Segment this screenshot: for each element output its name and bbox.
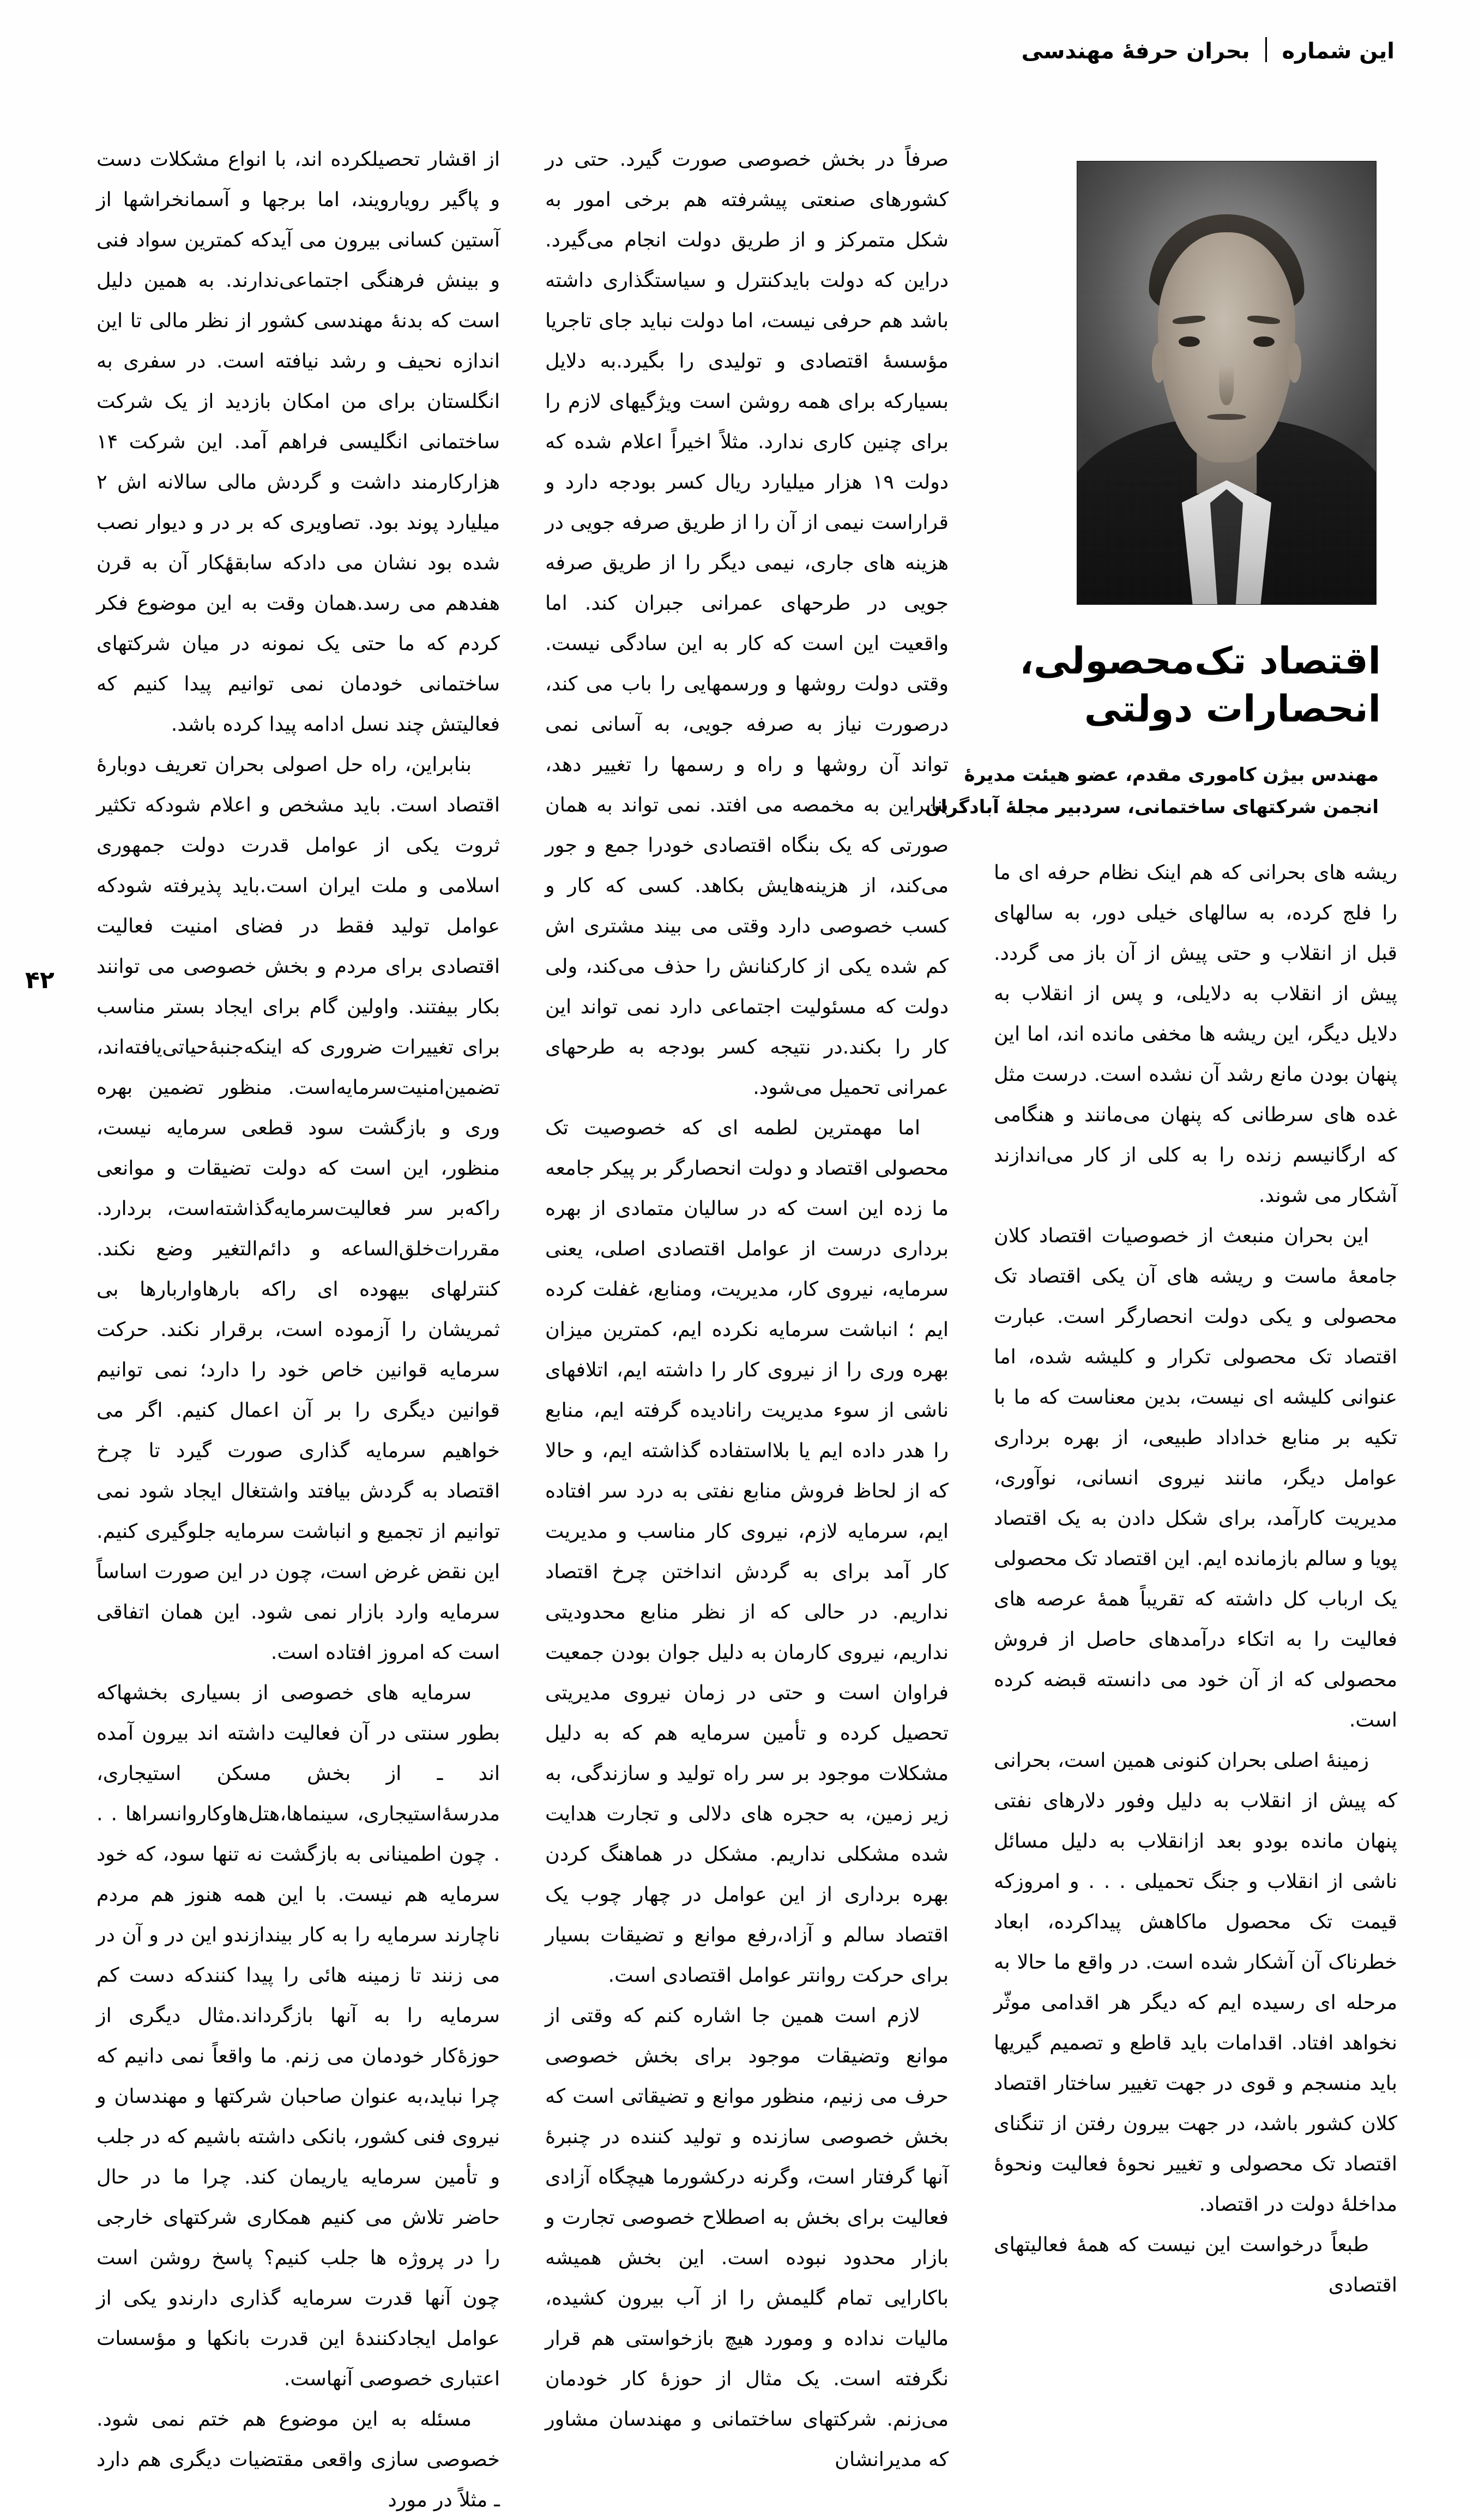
paragraph: بنابراین، راه حل اصولی بحران تعریف دوبارهٔ اقتصاد است. باید مشخص و اعلام شودکه تکثیر ثروت یکی از عوامل قدرت دولت جمهوری اسلامی و ملت ایران است.باید پذیرفته شودکه عوامل تولید فقط در فضای امنیت فعالیت اقتصادی برای مردم و بخش خصوصی می توانند بکار بیفتند. واولین گام برای ایجاد بستر مناسب برای تغییرات ضروری که اینکه‌جنبهٔ‌حیاتی‌یافته‌اند، تضمین‌امنیت‌سرمایه‌است. منظور تضمین بهره وری و بازگشت سود قطعی سرمایه نیست، منظور، این است که دولت تضیقات و موانعی راکه‌بر سر فعالیت‌سرمایه‌گذاشته‌است، بردارد. مقررات‌خلق‌الساعه و دائم‌التغیر وضع نکند. کنترلهای بیهوده ای راکه بارهاواربارها بی ثمریشان را آزموده است، برقرار نکند. حرکت سرمایه قوانین خاص خود را دارد؛ نمی توانیم قوانین دیگری را بر آن اعمال کنیم. اگر می خواهیم سرمایه گذاری صورت گیرد تا چرخ اقتصاد به گردش بیافتد واشتغال ایجاد شود نمی توانیم از تجمیع و انباشت سرمایه جلوگیری کنیم. این نقض غرض است، چون در این صورت اساساً سرمایه وارد بازار نمی شود. این همان اتفاقی است که امروز افتاده است. bbox=[96, 753, 500, 1664]
paragraph: این بحران منبعث از خصوصیات اقتصاد کلان جامعهٔ ماست و ریشه های آن یکی اقتصاد تک محصولی و یکی دولت انحصارگر است. عبارت اقتصاد تک محصولی تکرار و کلیشه شده، اما عنوانی کلیشه ای نیست، بدین معناست که ما با تکیه بر منابع خداداد طبیعی، از بهره برداری عوامل دیگر، مانند نیروی انسانی، نوآوری، مدیریت کارآمد، برای شکل دادن به یک اقتصاد پویا و سالم بازمانده ایم. این اقتصاد تک محصولی یک ارباب کل داشته که تقریباً همهٔ عرصه های فعالیت را به اتکاء درآمدهای حاصل از فروش محصولی که از آن خود می دانسته قبضه کرده است. bbox=[994, 1223, 1397, 1731]
article-columns bbox=[82, 139, 1397, 2511]
running-header-line bbox=[1022, 37, 1395, 64]
paragraph: طبعاً درخواست این نیست که همهٔ فعالیتهای اقتصادی bbox=[994, 2232, 1397, 2296]
column-right bbox=[925, 139, 1397, 2296]
paragraph: صرفاً در بخش خصوصی صورت گیرد. حتی در کشورهای صنعتی پیشرفته هم برخی امور به شکل متمرکز و از طریق دولت انجام می‌گیرد. دراین که دولت بایدکنترل و سیاستگذاری داشته باشد هم حرفی نیست، اما دولت نباید جای تاجریا مؤسسهٔ اقتصادی و تولیدی را بگیرد.به دلایل بسیارکه برای همه روشن است ویژگیهای لازم را برای چنین کاری ندارد. مثلاً اخیراً اعلام شده که دولت ۱۹ هزار میلیارد ریال کسر بودجه دارد و قراراست نیمی از آن را از طریق صرفه جویی در هزینه های جاری، نیمی دیگر را از طریق صرفه جویی در طرحهای عمرانی جبران کند. اما واقعیت این است که کار به این سادگی نیست. وقتی دولت روشها و ورسمهایی را باب می کند، درصورت نیاز به صرفه جویی، به آسانی نمی تواند آن روشها و راه و رسمها را تغییر دهد، بنابراین به مخمصه می افتد. نمی تواند به همان صورتی که یک بنگاه اقتصادی خودرا جمع و جور می‌کند، از هزینه‌هایش بکاهد. کسی که کار و کسب خصوصی دارد وقتی می بیند مشتری اش کم شده یکی از کارکنانش را حذف می‌کند، ولی دولت که مسئولیت اجتماعی دارد نمی تواند این کار را بکند.در نتیجه کسر بودجه به طرحهای عمرانی تحمیل می‌شود. bbox=[545, 147, 949, 1099]
paragraph: ریشه های بحرانی که هم اینک نظام حرفه ای ما را فلج کرده، به سالهای خیلی دور، به سالهای قبل از انقلاب و حتی پیش از آن باز می گردد. پیش از انقلاب به دلایلی، و پس از انقلاب به دلایل دیگر، این ریشه ها مخفی مانده اند، اما این پنهان بودن مانع رشد آن نشده است. درست مثل غده های سرطانی که پنهان می‌مانند و هنگامی که ارگانیسم زنده را به کلی از کار می‌اندازند آشکار می شوند. bbox=[994, 860, 1397, 1207]
paragraph: سرمایه های خصوصی از بسیاری بخشهاکه بطور سنتی در آن فعالیت داشته اند بیرون آمده اند ـ از بخش مسکن استیجاری، مدرسهٔ‌استیجاری، سینماها،هتل‌هاوکاروانسراها . . . چون اطمینانی به بازگشت نه تنها سود، که خود سرمایه هم نیست. با این همه هنوز هم مردم ناچارند سرمایه را به کار بیندازندو این در و آن در می زنند تا زمینه هائی را پیدا کنندکه دست کم سرمایه را به آنها بازگرداند.مثال دیگری از حوزهٔ‌کار خودمان می زنم. ما واقعاً نمی دانیم که چرا نباید،به عنوان صاحبان شرکتها و مهندسان و نیروی فنی کشور، بانکی داشته باشیم که در جلب و تأمین سرمایه یاریمان کند. چرا ما در حال حاضر تلاش می کنیم همکاری شرکتهای خارجی را در پروژه ها جلب کنیم؟ پاسخ روشن است چون آنها قدرت سرمایه گذاری دارندو یکی از عوامل ایجادکنندهٔ این قدرت بانکها و مؤسسات اعتباری خصوصی آنهاست. bbox=[96, 1681, 500, 2390]
column-middle bbox=[545, 139, 949, 2471]
paragraph: زمینهٔ اصلی بحران کنونی همین است، بحرانی که پیش از انقلاب به دلیل وفور دلارهای نفتی پنهان مانده بودو بعد ازانقلاب به دلیل مسائل ناشی از انقلاب و جنگ تحمیلی . . . و امروزکه قیمت تک محصول ماکاهش پیداکرده، ابعاد خطرناک آن آشکار شده است. در واقع ما حالا به مرحله ای رسیده ایم که دیگر هر اقدامی موثّر نخواهد افتاد. اقدامات باید قاطع و تصمیم گیریها باید منسجم و قوی در جهت تغییر ساختار اقتصاد کلان کشور باشد، در جهت بیرون رفتن از تنگنای اقتصاد تک محصولی و تغییر نحوهٔ فعالیت ونحوهٔ مداخلهٔ دولت در اقتصاد. bbox=[994, 1748, 1397, 2216]
byline-line-1: مهندس بیژن کاموری مقدم، عضو هیئت مدیرهٔ bbox=[964, 763, 1379, 786]
page-number: ۴۲ bbox=[25, 966, 55, 994]
paragraph: از اقشار تحصیلکرده اند، با انواع مشکلات دست و پاگیر رویارویند، اما برجها و آسمانخراشها از آستین کسانی بیرون می آیدکه کمترین سواد فنی و بینش فرهنگی اجتماعی‌ندارند. به همین دلیل است که بدنهٔ مهندسی کشور از نظر مالی تا این اندازه نحیف و رشد نیافته است. در سفری به انگلستان برای من امکان بازدید از یک شرکت ساختمانی انگلیسی فراهم آمد. این شرکت ۱۴ هزارکارمند داشت و گردش مالی سالانه اش ۲ میلیارد پوند بود. تصاویری که بر در و دیوار نصب شده بود نشان می دادکه سابقهٔکار آن به قرن هفدهم می رسد.همان وقت به این موضوع فکر کردم که ما حتی یک نمونه در میان شرکتهای ساختمانی خودمان نمی توانیم پیدا کنیم که فعالیتش چند نسل ادامه پیدا کرده باشد. bbox=[96, 147, 500, 736]
portrait-halftone-grain bbox=[1077, 161, 1376, 604]
running-header bbox=[84, 26, 1395, 75]
running-header-divider bbox=[1265, 37, 1267, 62]
column-left-body bbox=[96, 139, 500, 2520]
byline-line-2: انجمن شرکتهای ساختمانی، سردبیر مجلهٔ آبادگران bbox=[925, 796, 1379, 819]
column-right-body bbox=[994, 852, 1397, 2305]
paragraph: مسئله به این موضوع هم ختم نمی شود. خصوصی سازی واقعی مقتضیات دیگری هم دارد ـ مثلاً در مورد bbox=[96, 2407, 500, 2511]
running-header-section-label: این شماره bbox=[1282, 39, 1395, 64]
paragraph: لازم است همین جا اشاره کنم که وقتی از موانع وتضیقات موجود برای بخش خصوصی حرف می زنیم، منظور موانع و تضیقاتی است که بخش خصوصی سازنده و تولید کننده در چنبرهٔ آنها گرفتار است، وگرنه درکشورما هیچگاه آزادی فعالیت برای بخش به اصطلاح خصوصی تجارت و بازار محدود نبوده است. این بخش همیشه باکارایی تمام گلیمش را از آب بیرون کشیده، مالیات نداده و ومورد هیچ بازخواستی هم قرار نگرفته است. یک مثال از حوزهٔ کار خودمان می‌زنم. شرکتهای ساختمانی و مهندسان مشاور که مدیرانشان bbox=[545, 2004, 949, 2471]
running-header-article-series: بحران حرفهٔ مهندسی bbox=[1021, 39, 1250, 64]
author-portrait-photo bbox=[1077, 161, 1377, 605]
column-left bbox=[96, 139, 500, 2511]
article-title: اقتصاد تک‌محصولی، انحصارات دولتی bbox=[1019, 640, 1381, 731]
paragraph: اما مهمترین لطمه ای که خصوصیت تک محصولی اقتصاد و دولت انحصارگر بر پیکر جامعه ما زده این است که در سالیان متمادی از بهره برداری درست از عوامل اقتصادی اصلی، یعنی سرمایه، نیروی کار، مدیریت، ومنابع، غفلت کرده ایم ؛ انباشت سرمایه نکرده ایم، کمترین میزان بهره وری را از نیروی کار را داشته ایم، اتلافهای ناشی از سوء مدیریت رانادیده گرفته ایم، منابع را هدر داده ایم یا بلااستفاده گذاشته ایم، و حالا که از لحاظ فروش منابع نفتی به درد سر افتاده ایم، سرمایه لازم، نیروی کار مناسب و مدیریت کار آمد برای به گردش انداختن چرخ اقتصاد نداریم. در حالی که از نظر منابع محدودیتی نداریم، نیروی کارمان به دلیل جوان بودن جمعیت فراوان است و حتی در زمان نیروی مدیریتی تحصیل کرده و تأمین سرمایه هم که به دلیل مشکلات موجود بر سر راه تولید و سازندگی، به زیر زمین، به حجره های دلالی و تجارت هدایت شده مشکلی نداریم. مشکل در هماهنگ کردن بهره برداری از این عوامل در چهار چوب یک اقتصاد سالم و آزاد،رفع موانع و تضیقات بسیار برای حرکت روانتر عوامل اقتصادی است. bbox=[545, 1116, 949, 1987]
column-middle-body bbox=[545, 139, 949, 2480]
article-byline bbox=[925, 759, 1397, 824]
